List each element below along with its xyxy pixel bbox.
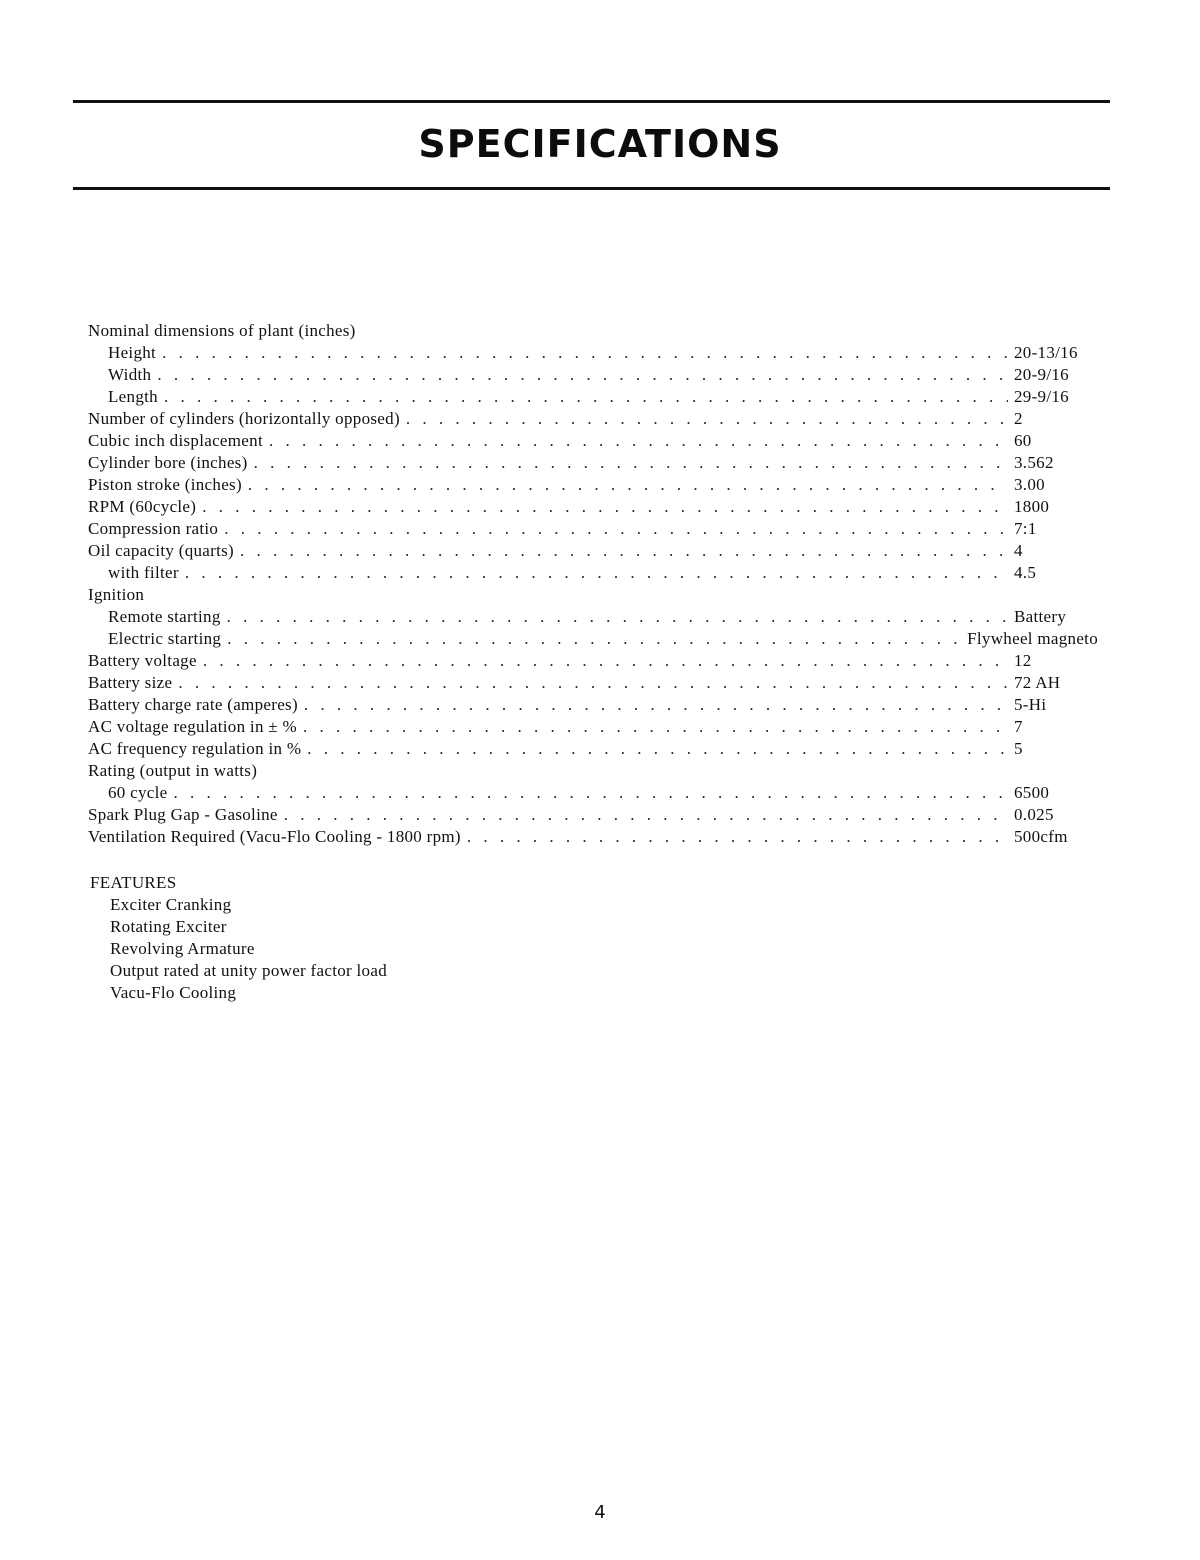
spec-value: 5 (1014, 739, 1023, 758)
spec-row-ventilation (88, 826, 1098, 848)
spec-label: Battery size (88, 673, 173, 692)
dot-leader (185, 562, 1008, 584)
spec-value: 4 (1014, 541, 1023, 560)
dot-leader (203, 650, 1008, 672)
feature-item: Revolving Armature (110, 939, 255, 958)
spec-label: Ignition (88, 585, 145, 604)
feature-item: Rotating Exciter (110, 917, 227, 936)
spec-value: 7 (1014, 717, 1023, 736)
spec-row-ac-voltage-regulation (88, 716, 1098, 738)
spec-label: Electric starting (108, 629, 222, 648)
spec-row-spark-plug-gap (88, 804, 1098, 826)
feature-item: Exciter Cranking (110, 895, 232, 914)
spec-row-oil-with-filter (88, 562, 1098, 584)
spec-label: Piston stroke (inches) (88, 475, 242, 494)
spec-value: 1800 (1014, 497, 1050, 516)
spec-label: Cylinder bore (inches) (88, 453, 248, 472)
spec-label: Nominal dimensions of plant (inches) (88, 321, 356, 340)
spec-value: 4.5 (1014, 563, 1037, 582)
spec-label: Remote starting (108, 607, 221, 626)
spec-value: 3.562 (1014, 453, 1054, 472)
spec-heading-rating (88, 760, 1098, 782)
spec-label: with filter (108, 563, 179, 582)
dot-leader (224, 518, 1008, 540)
dot-leader (240, 540, 1008, 562)
spec-heading-ignition (88, 584, 1098, 606)
dot-leader (467, 826, 1008, 848)
spec-row-rpm (88, 496, 1098, 518)
spec-value: Battery (1014, 607, 1067, 626)
spec-row-rating-60-cycle (88, 782, 1098, 804)
dot-leader (227, 606, 1008, 628)
spec-label: RPM (60cycle) (88, 497, 197, 516)
header-rule-top (73, 100, 1110, 103)
spec-label: Ventilation Required (Vacu-Flo Cooling - 1800 rpm) (88, 827, 461, 846)
spec-row-charge-rate (88, 694, 1098, 716)
spec-label: Cubic inch displacement (88, 431, 263, 450)
dot-leader (269, 430, 1008, 452)
spec-row-displacement (88, 430, 1098, 452)
spec-value: 7:1 (1014, 519, 1037, 538)
spec-label: Height (108, 343, 157, 362)
spec-label: AC voltage regulation in ± % (88, 717, 297, 736)
spec-value: 0.025 (1014, 805, 1054, 824)
spec-value: 29-9/16 (1014, 387, 1069, 406)
spec-label: Rating (output in watts) (88, 761, 258, 780)
dot-leader (406, 408, 1008, 430)
spec-row-cylinders (88, 408, 1098, 430)
spec-row-remote-starting (88, 606, 1098, 628)
spec-row-oil-capacity (88, 540, 1098, 562)
spec-value: Flywheel magneto (967, 629, 1098, 648)
spec-row-height (88, 342, 1098, 364)
dot-leader (248, 474, 1008, 496)
dot-leader (227, 628, 961, 650)
spec-label: Spark Plug Gap - Gasoline (88, 805, 278, 824)
features-heading: FEATURES (90, 873, 177, 892)
spec-label: 60 cycle (108, 783, 168, 802)
spec-row-compression (88, 518, 1098, 540)
spec-label: Length (108, 387, 158, 406)
spec-label: Number of cylinders (horizontally opposed) (88, 409, 400, 428)
features-list (90, 872, 387, 1004)
specifications-list (88, 320, 1098, 848)
spec-label: Compression ratio (88, 519, 219, 538)
dot-leader (284, 804, 1008, 826)
page-title: SPECIFICATIONS (418, 122, 782, 166)
spec-value: 6500 (1014, 783, 1050, 802)
spec-label: Battery voltage (88, 651, 197, 670)
spec-value: 2 (1014, 409, 1023, 428)
dot-leader (307, 738, 1008, 760)
spec-row-battery-voltage (88, 650, 1098, 672)
spec-label: Oil capacity (quarts) (88, 541, 235, 560)
spec-value: 20-13/16 (1014, 343, 1078, 362)
dot-leader (164, 386, 1008, 408)
spec-value: 20-9/16 (1014, 365, 1069, 384)
spec-value: 5-Hi (1014, 695, 1047, 714)
spec-row-stroke (88, 474, 1098, 496)
spec-row-electric-starting (88, 628, 1098, 650)
feature-item: Output rated at unity power factor load (110, 961, 388, 980)
dot-leader (178, 672, 1008, 694)
dot-leader (202, 496, 1008, 518)
spec-row-battery-size (88, 672, 1098, 694)
spec-row-ac-frequency-regulation (88, 738, 1098, 760)
spec-value: 500cfm (1014, 827, 1068, 846)
dot-leader (174, 782, 1008, 804)
spec-heading-dimensions (88, 320, 1098, 342)
spec-label: Battery charge rate (amperes) (88, 695, 298, 714)
spec-value: 3.00 (1014, 475, 1045, 494)
spec-value: 12 (1014, 651, 1032, 670)
dot-leader (304, 694, 1008, 716)
dot-leader (303, 716, 1008, 738)
spec-row-length (88, 386, 1098, 408)
spec-label: AC frequency regulation in % (88, 739, 302, 758)
dot-leader (254, 452, 1008, 474)
spec-row-bore (88, 452, 1098, 474)
spec-label: Width (108, 365, 152, 384)
spec-row-width (88, 364, 1098, 386)
dot-leader (157, 364, 1008, 386)
header-rule-bottom (73, 187, 1110, 190)
dot-leader (162, 342, 1008, 364)
spec-value: 72 AH (1014, 673, 1061, 692)
spec-value: 60 (1014, 431, 1032, 450)
feature-item: Vacu-Flo Cooling (110, 983, 237, 1002)
page-number: 4 (594, 1502, 606, 1523)
